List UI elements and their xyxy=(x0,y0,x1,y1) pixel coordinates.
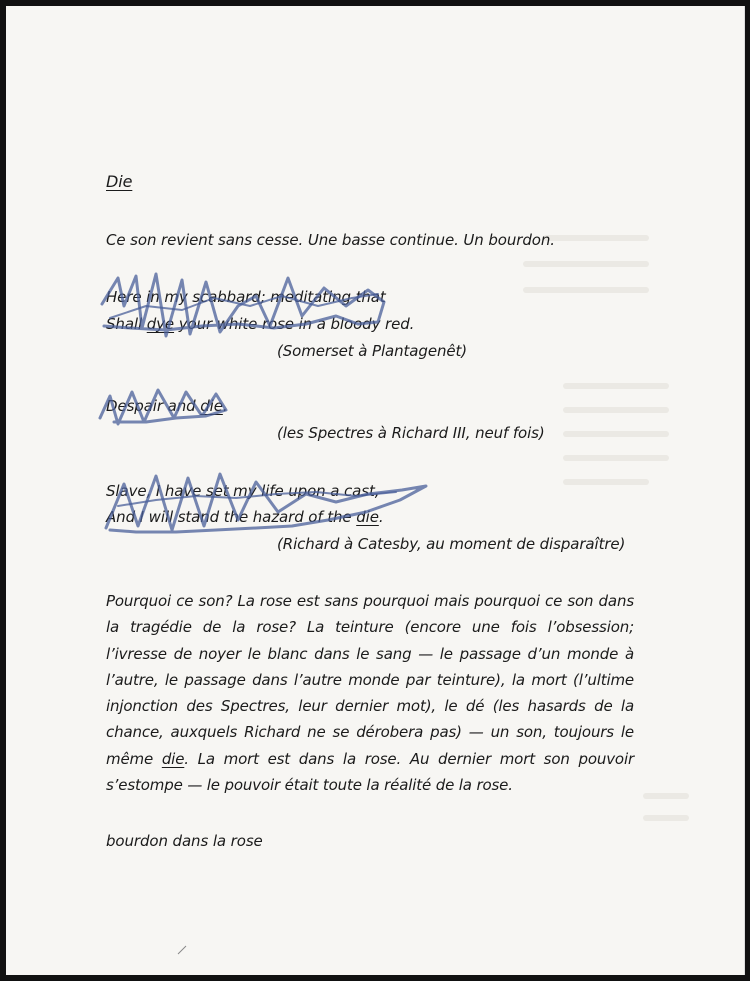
intro-line: Ce son revient sans cesse. Une basse continue. Un bourdon. xyxy=(106,231,555,249)
quote3-line1: Slave, I have set my life upon a cast, xyxy=(106,482,380,500)
page xyxy=(6,6,745,975)
quote1-line1: Here in my scabbard; meditating that xyxy=(106,288,386,306)
quote3-line2 xyxy=(106,508,384,526)
quote2-line1-a: Despair and xyxy=(106,397,201,415)
quote2-underlined-die: die xyxy=(200,397,223,415)
quote2-line1 xyxy=(106,397,228,415)
paragraph-part1: Pourquoi ce son? La rose est sans pourquoi mais pourquoi ce son dans la tragédie de la rose? La teinture (encore une fois l’obsession; l’ivresse de noyer le blanc dans le sang — le passage d’un monde à l’autre, le passage dans l’autre monde par teinture), la mort (l’ultime injonction des Spectres, leur dernier mot), le dé (les hasards de la chance, auxquels Richard ne se dérobera pas) — un son, toujours le même xyxy=(106,592,634,768)
quote2-line1-c: . xyxy=(222,397,228,415)
quote3-attribution: (Richard à Catesby, au moment de disparaître) xyxy=(277,535,626,553)
quote3-line2-a: And I will stand the hazard of the xyxy=(106,508,357,526)
quote1-underlined-dye: dye xyxy=(146,315,175,333)
quote1-attribution: (Somerset à Plantagenêt) xyxy=(277,342,468,360)
quote1-line2-c: your white rose in a bloody red. xyxy=(174,315,415,333)
quote3-underlined-die: die xyxy=(356,508,379,526)
quote1-line2 xyxy=(106,315,414,333)
quote1-line2-a: Shall xyxy=(106,315,147,333)
paragraph-underlined-die: die xyxy=(161,749,185,768)
quote3-line2-c: . xyxy=(378,508,384,526)
quote2-attribution: (les Spectres à Richard III, neuf fois) xyxy=(277,424,545,442)
closing-line: bourdon dans la rose xyxy=(106,832,263,850)
main-paragraph xyxy=(106,588,634,798)
paragraph-part2: . La mort est dans la rose. Au dernier mort son pouvoir s’estompe — le pouvoir était toute la réalité de la rose. xyxy=(106,749,634,795)
pencil-mark xyxy=(178,946,186,954)
heading: Die xyxy=(106,172,133,191)
